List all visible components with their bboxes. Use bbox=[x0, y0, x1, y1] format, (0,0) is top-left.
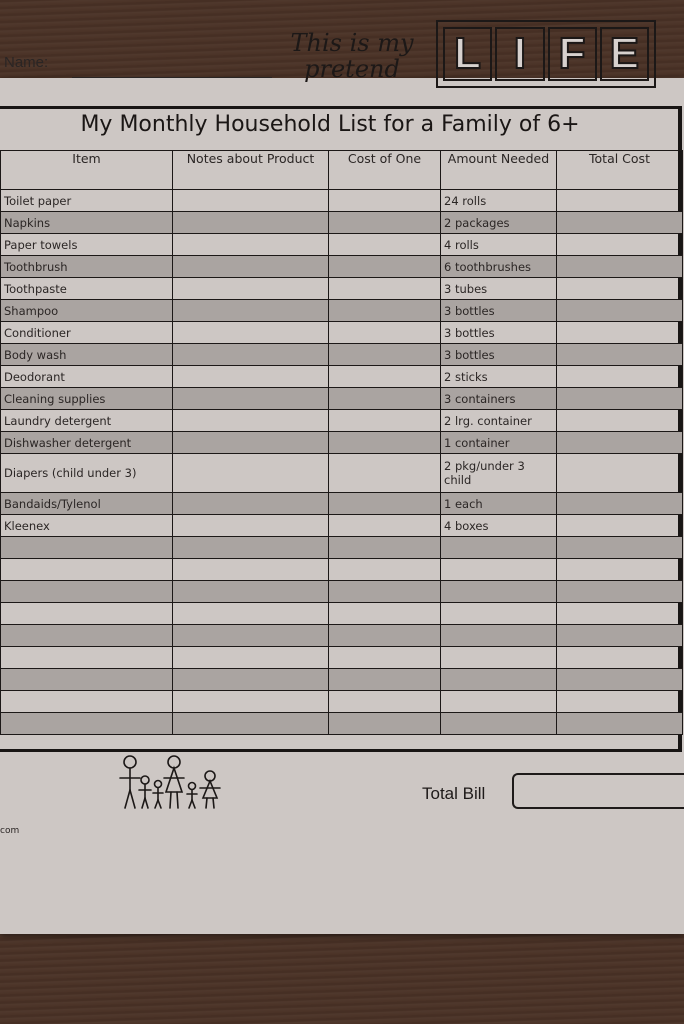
table-row bbox=[1, 300, 683, 322]
item-cell: Deodorant bbox=[1, 366, 173, 388]
item-cell: Diapers (child under 3) bbox=[1, 454, 173, 493]
cost-of-one-cell[interactable] bbox=[329, 537, 441, 559]
cost-of-one-cell[interactable] bbox=[329, 234, 441, 256]
total-cost-cell[interactable] bbox=[557, 625, 683, 647]
notes-cell[interactable] bbox=[173, 366, 329, 388]
amount-needed-cell: 3 tubes bbox=[441, 278, 557, 300]
blank-table-row bbox=[1, 559, 683, 581]
item-cell: Cleaning supplies bbox=[1, 388, 173, 410]
blank-table-row bbox=[1, 669, 683, 691]
amount-needed-cell: 1 container bbox=[441, 432, 557, 454]
total-cost-cell[interactable] bbox=[557, 537, 683, 559]
publisher-mark: com bbox=[0, 826, 20, 836]
notes-cell[interactable] bbox=[173, 669, 329, 691]
amount-needed-cell[interactable] bbox=[441, 669, 557, 691]
total-cost-cell[interactable] bbox=[557, 691, 683, 713]
table-row bbox=[1, 432, 683, 454]
amount-needed-cell[interactable] bbox=[441, 581, 557, 603]
table-header-row bbox=[1, 151, 683, 190]
amount-needed-cell[interactable] bbox=[441, 559, 557, 581]
amount-needed-cell: 1 each bbox=[441, 493, 557, 515]
cost-of-one-cell[interactable] bbox=[329, 669, 441, 691]
notes-cell[interactable] bbox=[173, 322, 329, 344]
item-cell[interactable] bbox=[1, 559, 173, 581]
blank-table-row bbox=[1, 603, 683, 625]
amount-needed-cell: 2 pkg/under 3 child bbox=[441, 454, 557, 493]
name-blank-line bbox=[72, 77, 272, 78]
table-row bbox=[1, 234, 683, 256]
tagline-line1: This is my bbox=[290, 29, 414, 57]
item-cell: Dishwasher detergent bbox=[1, 432, 173, 454]
amount-needed-cell[interactable] bbox=[441, 537, 557, 559]
total-bill-label: Total Bill bbox=[422, 784, 486, 803]
amount-needed-cell[interactable] bbox=[441, 625, 557, 647]
item-cell[interactable] bbox=[1, 537, 173, 559]
notes-cell[interactable] bbox=[173, 234, 329, 256]
cost-of-one-cell[interactable] bbox=[329, 322, 441, 344]
total-cost-cell[interactable] bbox=[557, 647, 683, 669]
notes-cell[interactable] bbox=[173, 190, 329, 212]
item-cell: Toothpaste bbox=[1, 278, 173, 300]
cost-of-one-cell[interactable] bbox=[329, 515, 441, 537]
life-logo bbox=[436, 20, 656, 88]
item-cell: Kleenex bbox=[1, 515, 173, 537]
blank-table-row bbox=[1, 625, 683, 647]
blank-table-row bbox=[1, 537, 683, 559]
item-cell: Toilet paper bbox=[1, 190, 173, 212]
amount-needed-cell: 4 boxes bbox=[441, 515, 557, 537]
total-cost-cell[interactable] bbox=[557, 603, 683, 625]
amount-needed-cell: 6 toothbrushes bbox=[441, 256, 557, 278]
item-cell: Bandaids/Tylenol bbox=[1, 493, 173, 515]
cost-of-one-cell[interactable] bbox=[329, 212, 441, 234]
notes-cell[interactable] bbox=[173, 432, 329, 454]
table-row bbox=[1, 344, 683, 366]
notes-cell[interactable] bbox=[173, 713, 329, 735]
notes-cell[interactable] bbox=[173, 625, 329, 647]
notes-cell[interactable] bbox=[173, 212, 329, 234]
cost-of-one-cell[interactable] bbox=[329, 388, 441, 410]
total-cost-cell[interactable] bbox=[557, 256, 683, 278]
logo-letter: E bbox=[600, 27, 649, 81]
cost-of-one-cell[interactable] bbox=[329, 647, 441, 669]
notes-cell[interactable] bbox=[173, 410, 329, 432]
amount-needed-cell: 3 bottles bbox=[441, 322, 557, 344]
column-header-notes: Notes about Product bbox=[173, 151, 329, 190]
notes-cell[interactable] bbox=[173, 691, 329, 713]
cost-of-one-cell[interactable] bbox=[329, 366, 441, 388]
logo-letter: L bbox=[443, 27, 492, 81]
cost-of-one-cell[interactable] bbox=[329, 344, 441, 366]
amount-needed-cell[interactable] bbox=[441, 691, 557, 713]
cost-of-one-cell[interactable] bbox=[329, 454, 441, 493]
tagline-line2: pretend bbox=[304, 55, 400, 83]
table-row bbox=[1, 454, 683, 493]
total-bill-field[interactable] bbox=[512, 773, 684, 809]
notes-cell[interactable] bbox=[173, 454, 329, 493]
total-cost-cell[interactable] bbox=[557, 559, 683, 581]
table-row bbox=[1, 322, 683, 344]
household-list-table bbox=[0, 150, 683, 735]
list-title: My Monthly Household List for a Family of 6+ bbox=[80, 112, 580, 137]
amount-needed-cell: 3 containers bbox=[441, 388, 557, 410]
notes-cell[interactable] bbox=[173, 647, 329, 669]
cost-of-one-cell[interactable] bbox=[329, 625, 441, 647]
notes-cell[interactable] bbox=[173, 256, 329, 278]
cost-of-one-cell[interactable] bbox=[329, 559, 441, 581]
cost-of-one-cell[interactable] bbox=[329, 603, 441, 625]
table-row bbox=[1, 493, 683, 515]
item-cell[interactable] bbox=[1, 713, 173, 735]
table-row bbox=[1, 190, 683, 212]
blank-table-row bbox=[1, 647, 683, 669]
table-row bbox=[1, 515, 683, 537]
item-cell[interactable] bbox=[1, 647, 173, 669]
item-cell: Conditioner bbox=[1, 322, 173, 344]
blank-table-row bbox=[1, 713, 683, 735]
total-cost-cell[interactable] bbox=[557, 454, 683, 493]
item-cell[interactable] bbox=[1, 625, 173, 647]
table-row bbox=[1, 278, 683, 300]
amount-needed-cell: 2 sticks bbox=[441, 366, 557, 388]
notes-cell[interactable] bbox=[173, 581, 329, 603]
amount-needed-cell: 24 rolls bbox=[441, 190, 557, 212]
cost-of-one-cell[interactable] bbox=[329, 410, 441, 432]
total-cost-cell[interactable] bbox=[557, 493, 683, 515]
total-cost-cell[interactable] bbox=[557, 190, 683, 212]
item-cell: Paper towels bbox=[1, 234, 173, 256]
total-cost-cell[interactable] bbox=[557, 344, 683, 366]
table-body bbox=[1, 190, 683, 735]
item-cell[interactable] bbox=[1, 691, 173, 713]
cost-of-one-cell[interactable] bbox=[329, 691, 441, 713]
column-header-cost-of-one: Cost of One bbox=[329, 151, 441, 190]
amount-needed-cell: 4 rolls bbox=[441, 234, 557, 256]
amount-needed-cell[interactable] bbox=[441, 603, 557, 625]
notes-cell[interactable] bbox=[173, 603, 329, 625]
total-cost-cell[interactable] bbox=[557, 581, 683, 603]
total-cost-cell[interactable] bbox=[557, 366, 683, 388]
amount-needed-cell: 3 bottles bbox=[441, 344, 557, 366]
item-cell: Body wash bbox=[1, 344, 173, 366]
table-row bbox=[1, 410, 683, 432]
cost-of-one-cell[interactable] bbox=[329, 256, 441, 278]
stick-figure-family-icon bbox=[116, 752, 226, 812]
cost-of-one-cell[interactable] bbox=[329, 300, 441, 322]
table-row bbox=[1, 366, 683, 388]
notes-cell[interactable] bbox=[173, 344, 329, 366]
item-cell: Toothbrush bbox=[1, 256, 173, 278]
total-cost-cell[interactable] bbox=[557, 515, 683, 537]
column-header-amount-needed: Amount Needed bbox=[441, 151, 557, 190]
cost-of-one-cell[interactable] bbox=[329, 581, 441, 603]
total-cost-cell[interactable] bbox=[557, 388, 683, 410]
amount-needed-cell[interactable] bbox=[441, 647, 557, 669]
amount-needed-cell[interactable] bbox=[441, 713, 557, 735]
amount-needed-cell: 3 bottles bbox=[441, 300, 557, 322]
cost-of-one-cell[interactable] bbox=[329, 190, 441, 212]
total-cost-cell[interactable] bbox=[557, 322, 683, 344]
notes-cell[interactable] bbox=[173, 537, 329, 559]
item-cell[interactable] bbox=[1, 581, 173, 603]
table-row bbox=[1, 212, 683, 234]
table-row bbox=[1, 388, 683, 410]
notes-cell[interactable] bbox=[173, 559, 329, 581]
amount-needed-cell: 2 packages bbox=[441, 212, 557, 234]
total-cost-cell[interactable] bbox=[557, 300, 683, 322]
cost-of-one-cell[interactable] bbox=[329, 278, 441, 300]
blank-table-row bbox=[1, 581, 683, 603]
item-cell[interactable] bbox=[1, 669, 173, 691]
total-cost-cell[interactable] bbox=[557, 410, 683, 432]
table-row bbox=[1, 256, 683, 278]
notes-cell[interactable] bbox=[173, 515, 329, 537]
column-header-item: Item bbox=[1, 151, 173, 190]
item-cell: Napkins bbox=[1, 212, 173, 234]
cost-of-one-cell[interactable] bbox=[329, 432, 441, 454]
cost-of-one-cell[interactable] bbox=[329, 493, 441, 515]
notes-cell[interactable] bbox=[173, 493, 329, 515]
logo-letter: I bbox=[495, 27, 544, 81]
total-cost-cell[interactable] bbox=[557, 432, 683, 454]
total-cost-cell[interactable] bbox=[557, 212, 683, 234]
item-cell: Laundry detergent bbox=[1, 410, 173, 432]
total-cost-cell[interactable] bbox=[557, 669, 683, 691]
logo-letter: F bbox=[548, 27, 597, 81]
total-cost-cell[interactable] bbox=[557, 713, 683, 735]
total-cost-cell[interactable] bbox=[557, 278, 683, 300]
notes-cell[interactable] bbox=[173, 388, 329, 410]
name-label: Name: bbox=[4, 54, 49, 71]
notes-cell[interactable] bbox=[173, 278, 329, 300]
blank-table-row bbox=[1, 691, 683, 713]
notes-cell[interactable] bbox=[173, 300, 329, 322]
item-cell[interactable] bbox=[1, 603, 173, 625]
total-cost-cell[interactable] bbox=[557, 234, 683, 256]
column-header-total-cost: Total Cost bbox=[557, 151, 683, 190]
cost-of-one-cell[interactable] bbox=[329, 713, 441, 735]
amount-needed-cell: 2 lrg. container bbox=[441, 410, 557, 432]
item-cell: Shampoo bbox=[1, 300, 173, 322]
pretend-life-tagline bbox=[272, 30, 432, 82]
